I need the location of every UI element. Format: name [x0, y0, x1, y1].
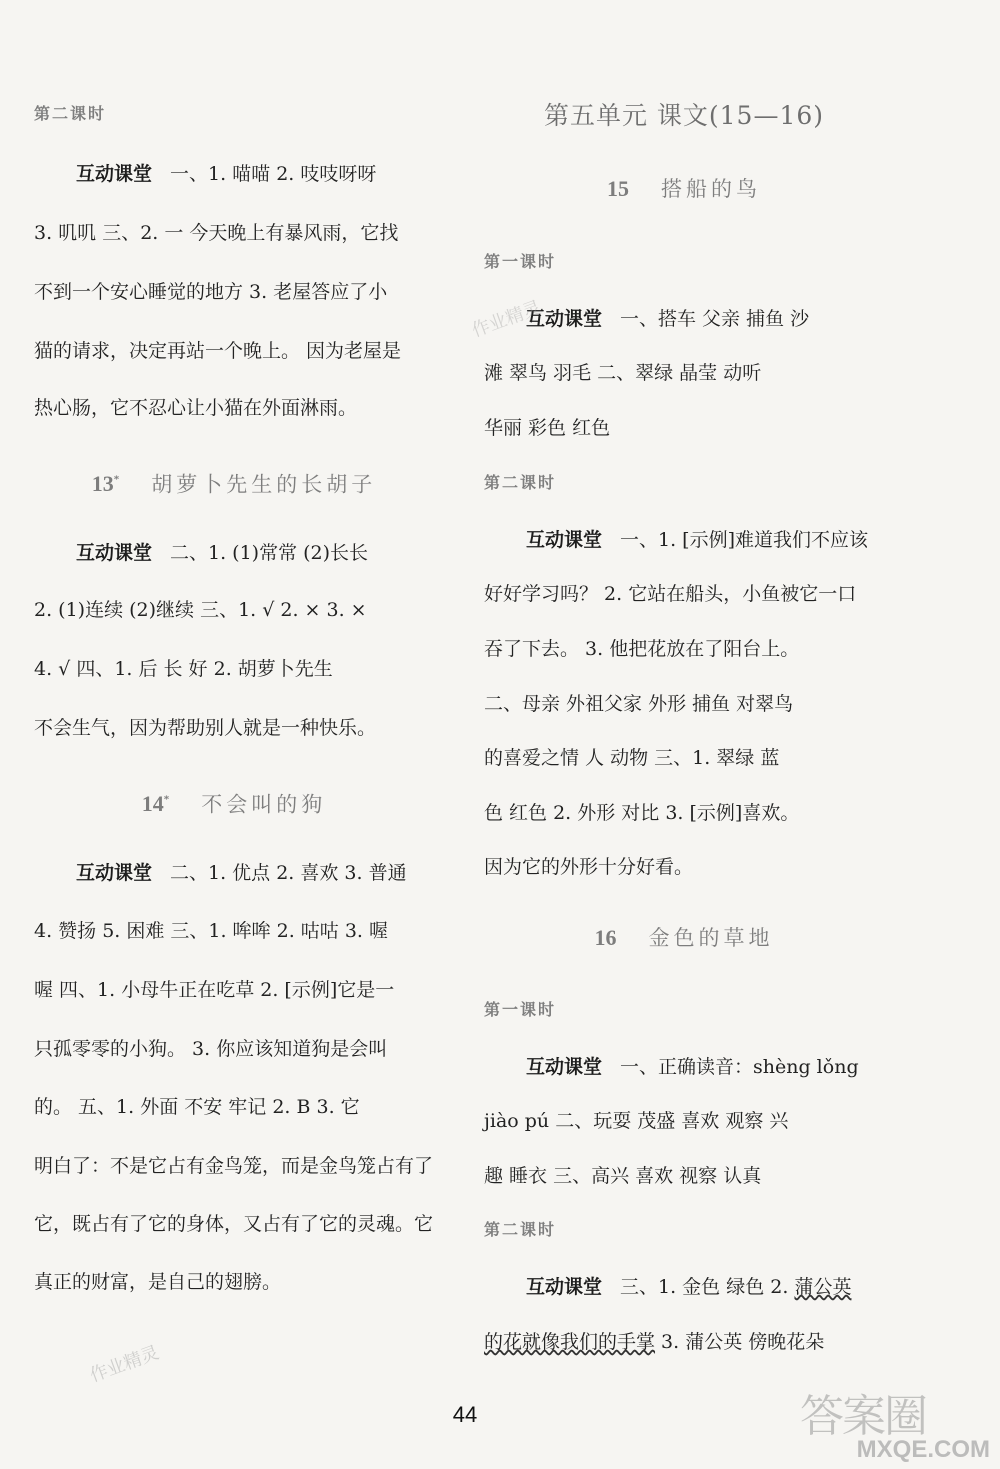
section-tag: 互动课堂: [76, 163, 153, 185]
period-heading: 第二课时: [484, 1220, 557, 1239]
answer-line: 热心肠，它不忍心让小猫在外面淋雨。: [34, 397, 358, 419]
answer-line: 互动课堂 一、1. 喵喵 2. 吱吱呀呀: [76, 163, 377, 185]
site-logo: [800, 1380, 996, 1466]
answer-line: 4. 赞扬 5. 困难 三、1. 哞哞 2. 咕咕 3. 喔: [34, 920, 388, 942]
section-tag: 互动课堂: [526, 308, 603, 330]
answer-line: 互动课堂 二、1. 优点 2. 喜欢 3. 普通: [76, 862, 407, 884]
answer-line: 因为它的外形十分好看。: [484, 856, 694, 878]
answer-line: 2. (1)连续 (2)继续 三、1. √ 2. × 3. ×: [34, 599, 367, 621]
lesson-title-16: 16 金色的草地: [594, 925, 774, 950]
answer-line: 好好学习吗？ 2. 它站在船头，小鱼被它一口: [484, 583, 857, 605]
period-heading: 第一课时: [484, 252, 557, 271]
watermark-stamp: 作业精灵: [469, 297, 544, 342]
answer-line: 它，既占有了它的身体，又占有了它的灵魂。它: [34, 1213, 434, 1235]
period-heading: 第二课时: [484, 473, 557, 492]
answer-line: 不到一个安心睡觉的地方 3. 老屋答应了小: [34, 281, 388, 303]
lesson-title-15: 15 搭船的鸟: [606, 176, 762, 201]
answer-line: 3. 叽叽 三、2. 一 今天晚上有暴风雨，它找: [34, 222, 399, 244]
answer-line: 明白了：不是它占有金鸟笼，而是金鸟笼占有了: [34, 1155, 434, 1177]
watermark-stamp: 作业精灵: [87, 1342, 162, 1387]
answer-line: 趣 睡衣 三、高兴 喜欢 视察 认真: [484, 1165, 762, 1187]
lesson-title-13: 13* 胡萝卜先生的长胡子: [91, 471, 377, 497]
period-heading: 第一课时: [484, 1000, 557, 1019]
answer-line: jiào pú 二、玩耍 茂盛 喜欢 观察 兴: [484, 1110, 789, 1132]
answer-line: 的喜爱之情 人 动物 三、1. 翠绿 蓝: [484, 747, 780, 769]
section-tag: 互动课堂: [526, 529, 603, 551]
answer-line: 华丽 彩色 红色: [484, 417, 611, 439]
answer-line: 吞了下去。 3. 他把花放在了阳台上。: [484, 638, 800, 660]
answer-line: 喔 四、1. 小母牛正在吃草 2. [示例]它是一: [34, 979, 395, 1001]
answer-line: 猫的请求，决定再站一个晚上。 因为老屋是: [34, 340, 402, 362]
underlined-answer: 的花就像我们的手掌: [484, 1331, 656, 1353]
page-number: 44: [452, 1402, 478, 1427]
underlined-answer: 蒲公英: [794, 1276, 852, 1298]
answer-line: 不会生气，因为帮助别人就是一种快乐。: [34, 717, 377, 739]
period-heading: 第二课时: [34, 104, 107, 123]
section-tag: 互动课堂: [76, 862, 153, 884]
logo-site-text: MXQE.COM: [856, 1436, 990, 1463]
logo-text: 答案圈: [800, 1391, 926, 1442]
answer-line: 真正的财富，是自己的翅膀。: [34, 1271, 282, 1293]
lesson-title-14: 14* 不会叫的狗: [141, 791, 327, 817]
answer-line: 互动课堂 一、1. [示例]难道我们不应该: [526, 529, 869, 551]
answer-line: 二、母亲 外祖父家 外形 捕鱼 对翠鸟: [484, 693, 794, 715]
answer-line: 的花就像我们的手掌 3. 蒲公英 傍晚花朵: [484, 1331, 825, 1353]
answer-line: 只孤零零的小狗。 3. 你应该知道狗是会叫: [34, 1038, 388, 1060]
answer-line: 的。 五、1. 外面 不安 牢记 2. B 3. 它: [34, 1096, 360, 1118]
answer-line: 互动课堂 一、正确读音：shèng lǒng: [526, 1056, 859, 1078]
answer-line: 互动课堂 一、搭车 父亲 捕鱼 沙: [526, 308, 810, 330]
answer-line: 4. √ 四、1. 后 长 好 2. 胡萝卜先生: [34, 658, 333, 680]
unit-title: 第五单元 课文(15—16): [543, 101, 825, 130]
section-tag: 互动课堂: [526, 1056, 603, 1078]
section-tag: 互动课堂: [526, 1276, 603, 1298]
answer-line: 互动课堂 二、1. (1)常常 (2)长长: [76, 542, 369, 564]
answer-line: 滩 翠鸟 羽毛 二、翠绿 晶莹 动听: [484, 362, 762, 384]
section-tag: 互动课堂: [76, 542, 153, 564]
answer-line: 互动课堂 三、1. 金色 绿色 2. 蒲公英: [526, 1276, 852, 1298]
answer-line: 色 红色 2. 外形 对比 3. [示例]喜欢。: [484, 802, 800, 824]
